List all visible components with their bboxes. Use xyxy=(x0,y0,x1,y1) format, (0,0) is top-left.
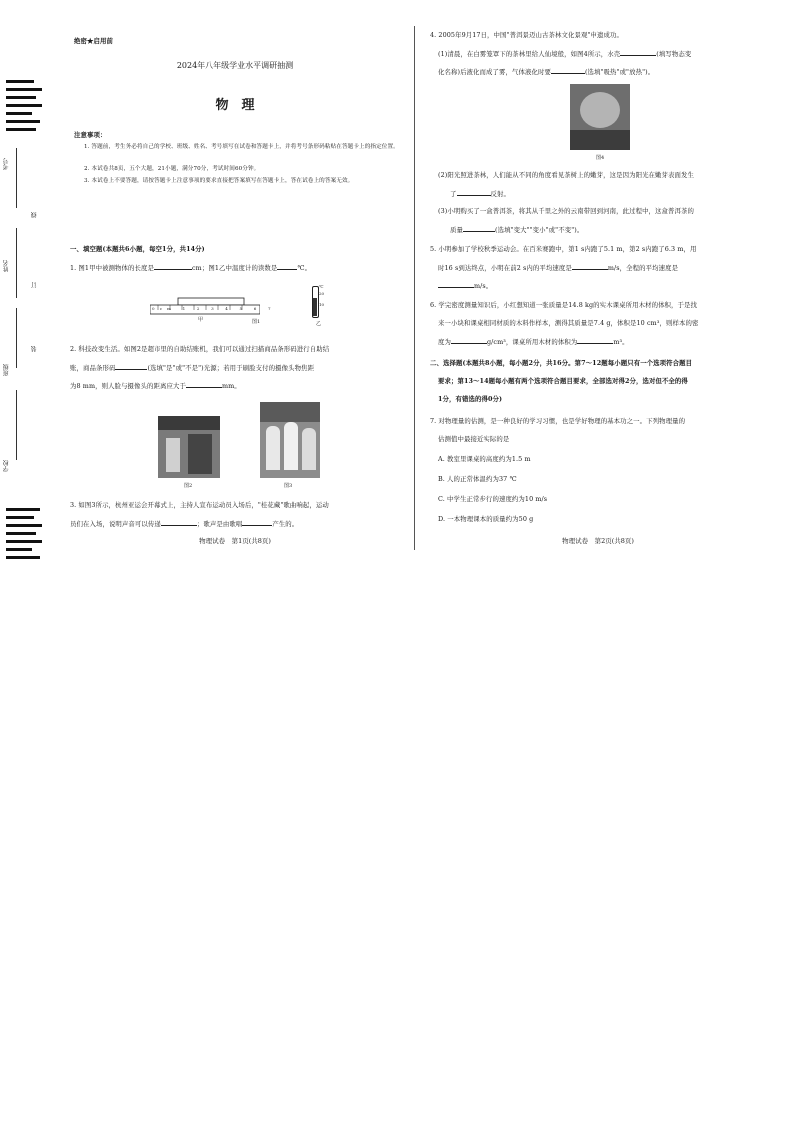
strip-line xyxy=(16,390,17,460)
answer-blank[interactable] xyxy=(277,262,297,270)
question-6-line1: 6. 学完密度测量知识后，小红想知道一张质量是14.8 kg的实木课桌所用木材的体积，于是找 xyxy=(430,301,698,309)
section-1-title: 一、填空题(本题共6小题，每空1分，共14分) xyxy=(70,245,205,253)
question-6-line3: 度为 g/cm³，课桌所用木材的体积为 m³。 xyxy=(438,338,629,346)
question-2-line2: 账，商品条形码 (选填"是"或"不是")光源；若用于刷脸支付的摄像头物焦距 xyxy=(70,364,315,372)
strip-bar xyxy=(6,112,32,115)
page-2-footer: 物理试卷 第2页(共8页) xyxy=(562,537,634,545)
question-4-intro: 4. 2005年9月17日，中国"普洱景迈山古茶林文化景观"申遗成功。 xyxy=(430,31,623,39)
question-4-1-line1: (1)清晨，在白雾笼罩下的茶林里给人仙境般，如图4所示，水壳 (填写物态变 xyxy=(438,50,692,58)
question-4-2-line1: (2)阳光照进茶林，人们能从不同的角度看见茶树上的嫩芽，这是因为阳光在嫩芽表面发生 xyxy=(438,171,694,179)
answer-blank[interactable] xyxy=(620,48,656,56)
question-4-3-line1: (3)小明购买了一盒普洱茶，将其从千里之外的云南带回到河南，此过程中，这盒普洱茶的 xyxy=(438,207,694,215)
thermometer-unit: ℃ xyxy=(319,284,324,289)
answer-blank[interactable] xyxy=(161,518,197,526)
question-4-3-line2: 质量 (选填"变大""变小"或"不变")。 xyxy=(450,226,584,234)
question-2-line1: 2. 科技改变生活。如图2是超市里的自助结账机，我们可以通过扫描商品条形码进行自助结 xyxy=(70,345,330,353)
answer-blank[interactable] xyxy=(577,336,613,344)
strip-bar xyxy=(6,88,42,91)
fig3-caption: 图3 xyxy=(284,483,293,489)
page-1 xyxy=(62,26,408,556)
strip-bar xyxy=(6,524,42,527)
fig1-caption: 图1 xyxy=(252,319,261,325)
thermometer-10: 10 xyxy=(319,302,325,307)
label-xingming: 姓名 xyxy=(3,260,10,272)
section-2-line3: 1分，有错选的得0分) xyxy=(438,395,503,403)
question-2-line3: 为8 mm，则人脸与摄像头的距离应大于 mm。 xyxy=(70,382,241,390)
question-4-2-line2: 了 反射。 xyxy=(450,190,510,198)
seal-zhuang: 装 xyxy=(31,346,38,352)
strip-bar xyxy=(6,104,42,107)
question-5-line2: 时16 s到达终点，小明在前2 s内的平均速度是 m/s，全程的平均速度是 xyxy=(438,264,679,272)
subject-title: 物 理 xyxy=(215,98,255,113)
photo-kiosk xyxy=(166,438,180,472)
seal-xian: 线 xyxy=(31,212,38,218)
photo-shade xyxy=(158,416,220,430)
answer-blank[interactable] xyxy=(242,518,272,526)
page-divider xyxy=(414,26,415,550)
note-item: 1. 答题前，考生务必将自己的学校、班级、姓名、考号填写在试卷和答题卡上，并将考号条形码粘贴在答题卡上的指定位置。 xyxy=(84,144,399,150)
fig2-caption: 图2 xyxy=(184,483,193,489)
binding-strip xyxy=(0,60,48,570)
photo-figure xyxy=(266,426,280,470)
question-5-line3: m/s。 xyxy=(438,280,492,292)
strip-line xyxy=(16,148,17,208)
question-4-1-line2: 化名称)后液化而成了雾，气体液化时要 (选填"吸热"或"放热")。 xyxy=(438,68,655,76)
strip-bar xyxy=(6,548,32,551)
page-1-footer: 物理试卷 第1页(共8页) xyxy=(199,537,271,545)
question-1: 1. 图1甲中被测物体的长度是 cm；图1乙中温度计的读数是 ℃。 xyxy=(70,264,312,272)
answer-blank[interactable] xyxy=(451,336,487,344)
strip-bar xyxy=(6,532,36,535)
strip-line xyxy=(16,228,17,298)
fig4-photo xyxy=(570,84,630,150)
notes-title: 注意事项： xyxy=(74,131,107,139)
section-2-line1: 二、选择题(本题共8小题，每小题2分，共16分。第7～12题每小题只有一个选项符合题目 xyxy=(430,359,693,367)
note-item: 3. 本试卷上不要答题，请按答题卡上注意事项的要求直接把答案填写在答题卡上，答在试卷上的答案无效。 xyxy=(84,178,354,184)
option-b: B. 人的正常体温约为37 ℃ xyxy=(438,475,517,483)
secret-label: 绝密★启用前 xyxy=(74,37,113,45)
option-c: C. 中学生正常步行的速度约为10 m/s xyxy=(438,495,548,503)
photo-figure xyxy=(302,428,316,470)
strip-bar xyxy=(6,516,34,519)
strip-line xyxy=(16,308,17,368)
answer-blank[interactable] xyxy=(457,188,491,196)
strip-bar xyxy=(6,508,40,511)
ruler-scale: 0cm 1 2 3 4 5 6 7 xyxy=(152,306,276,311)
thermometer-liquid xyxy=(313,298,317,316)
question-3-line1: 3. 如图3所示，杭州亚运会开幕式上，主持人宣布运动员入场后，"桂花藏"歌曲响起，运动 xyxy=(70,501,329,509)
answer-blank[interactable] xyxy=(186,380,222,388)
question-7-line2: 估测值中最接近实际的是 xyxy=(438,435,510,443)
strip-bar xyxy=(6,540,42,543)
section-2-line2: 要求；第13～14题每小题有两个选项符合题目要求，全部选对得2分，选对但不全的得 xyxy=(438,377,688,385)
photo-machine xyxy=(188,434,212,474)
page-2 xyxy=(420,26,776,556)
exam-title: 2024年八年级学业水平调研抽测 xyxy=(176,61,294,70)
strip-bar xyxy=(6,556,40,559)
answer-blank[interactable] xyxy=(438,280,474,288)
question-6-line2: 来一小块和课桌相同材质的木料作样本，测得其质量是7.4 g，体积是10 cm³，则样本的密 xyxy=(438,319,699,327)
answer-blank[interactable] xyxy=(154,262,192,270)
option-d: D. 一本物理课本的质量约为50 g xyxy=(438,515,534,523)
photo-figure xyxy=(284,422,298,470)
photo-shade xyxy=(260,402,320,422)
fig4-caption: 图4 xyxy=(596,155,605,161)
strip-bar xyxy=(6,128,36,131)
strip-bar xyxy=(6,96,36,99)
thermometer-figure xyxy=(304,282,334,328)
photo-forest xyxy=(570,130,630,150)
fig2-photo xyxy=(158,416,220,478)
note-item: 2. 本试卷共8页，五个大题，21小题，满分70分，考试时间60分钟。 xyxy=(84,166,260,172)
fig1-jia: 甲 xyxy=(198,317,204,323)
strip-bar xyxy=(6,80,34,83)
label-banji: 班级 xyxy=(3,364,10,376)
question-5-line1: 5. 小明参加了学校秋季运动会。在百米赛跑中，第1 s内跑了5.1 m，第2 s内跑了6.3 m，用 xyxy=(430,245,697,253)
answer-blank[interactable] xyxy=(463,224,495,232)
answer-blank[interactable] xyxy=(115,362,147,370)
fig1-yi: 乙 xyxy=(316,321,322,327)
answer-blank[interactable] xyxy=(572,262,608,270)
strip-bar xyxy=(6,120,40,123)
option-a: A. 教室里课桌的高度约为1.5 m xyxy=(438,455,531,463)
photo-mist xyxy=(580,92,620,128)
question-7-line1: 7. 对物理量的估测，是一种良好的学习习惯，也是学好物理的基本功之一。下列物理量的 xyxy=(430,417,686,425)
question-3-line2: 员们在入场，说明声音可以传递 ；歌声是由歌唱 产生的。 xyxy=(70,520,299,528)
answer-blank[interactable] xyxy=(551,66,585,74)
fig3-photo xyxy=(260,402,320,478)
seal-ding: 订 xyxy=(31,282,38,288)
thermometer-20: 20 xyxy=(319,291,325,296)
label-kaohao: 考号 xyxy=(3,158,10,170)
label-xuexiao: 学校 xyxy=(3,460,10,472)
